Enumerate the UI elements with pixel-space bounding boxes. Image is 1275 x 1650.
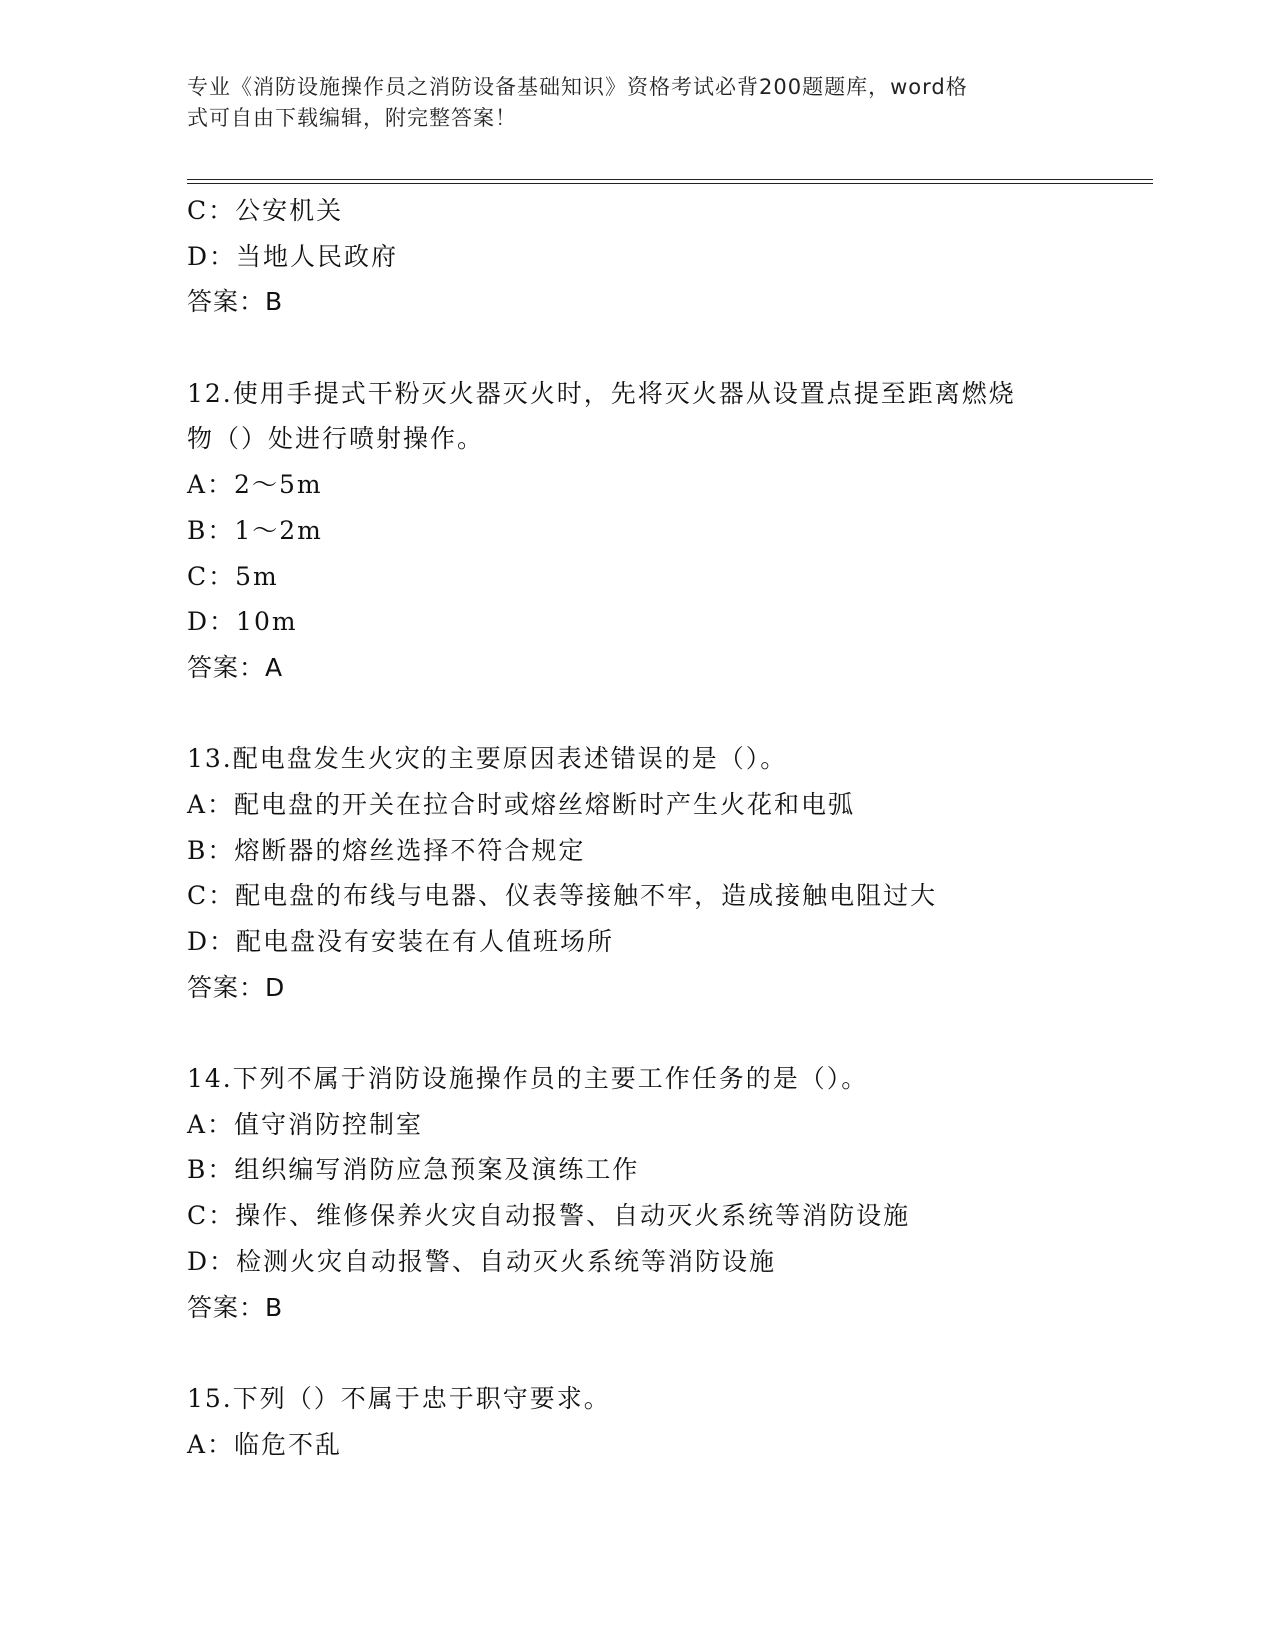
option-c: C：操作、维修保养火灾自动报警、自动灭火系统等消防设施 xyxy=(187,1201,911,1231)
question-15 xyxy=(187,1376,1087,1467)
option-c: C：配电盘的布线与电器、仪表等接触不牢，造成接触电阻过大 xyxy=(187,881,938,911)
option-a: A：值守消防控制室 xyxy=(187,1109,424,1139)
spacer xyxy=(187,1010,1087,1056)
question-stem: 14.下列不属于消防设施操作员的主要工作任务的是（）。 xyxy=(187,1064,869,1094)
answer-line: 答案：D xyxy=(187,972,286,1002)
option-d: D：当地人民政府 xyxy=(187,241,399,271)
header-line-1: 专业《消防设施操作员之消防设备基础知识》资格考试必背200题题库，word格 xyxy=(187,75,968,99)
option-d: D：10m xyxy=(187,607,298,637)
question-stem: 13.配电盘发生火灾的主要原因表述错误的是（）。 xyxy=(187,744,788,774)
document-header xyxy=(187,72,1067,134)
answer-line: 答案：A xyxy=(187,652,284,682)
header-divider-top xyxy=(187,179,1153,180)
question-14 xyxy=(187,1056,1087,1330)
question-13 xyxy=(187,736,1087,1010)
answer-line: 答案：B xyxy=(187,1292,284,1322)
header-line-2: 式可自由下载编辑，附完整答案！ xyxy=(187,106,517,130)
option-c: C：5m xyxy=(187,561,279,591)
option-d: D：检测火灾自动报警、自动灭火系统等消防设施 xyxy=(187,1246,777,1276)
option-c: C：公安机关 xyxy=(187,196,344,225)
question-12 xyxy=(187,371,1087,691)
option-b: B：组织编写消防应急预案及演练工作 xyxy=(187,1155,640,1185)
header-divider-bottom xyxy=(187,183,1153,184)
question-list xyxy=(187,188,1087,1467)
option-a: A：临危不乱 xyxy=(187,1429,343,1459)
option-a: A：配电盘的开关在拉合时或熔丝熔断时产生火花和电弧 xyxy=(187,789,856,819)
question-11 xyxy=(187,188,1087,325)
question-stem-line-2: 物（）处进行喷射操作。 xyxy=(187,424,485,454)
question-stem-line-1: 12.使用手提式干粉灭火器灭火时，先将灭火器从设置点提至距离燃烧 xyxy=(187,378,1016,408)
option-d: D：配电盘没有安装在有人值班场所 xyxy=(187,927,615,956)
answer-line: 答案：B xyxy=(187,287,284,317)
option-a: A：2～5m xyxy=(187,470,323,500)
question-stem: 15.下列（）不属于忠于职守要求。 xyxy=(187,1383,611,1413)
spacer xyxy=(187,325,1087,371)
option-b: B：1～2m xyxy=(187,515,323,545)
spacer xyxy=(187,691,1087,737)
option-b: B：熔断器的熔丝选择不符合规定 xyxy=(187,835,586,865)
spacer xyxy=(187,1330,1087,1376)
